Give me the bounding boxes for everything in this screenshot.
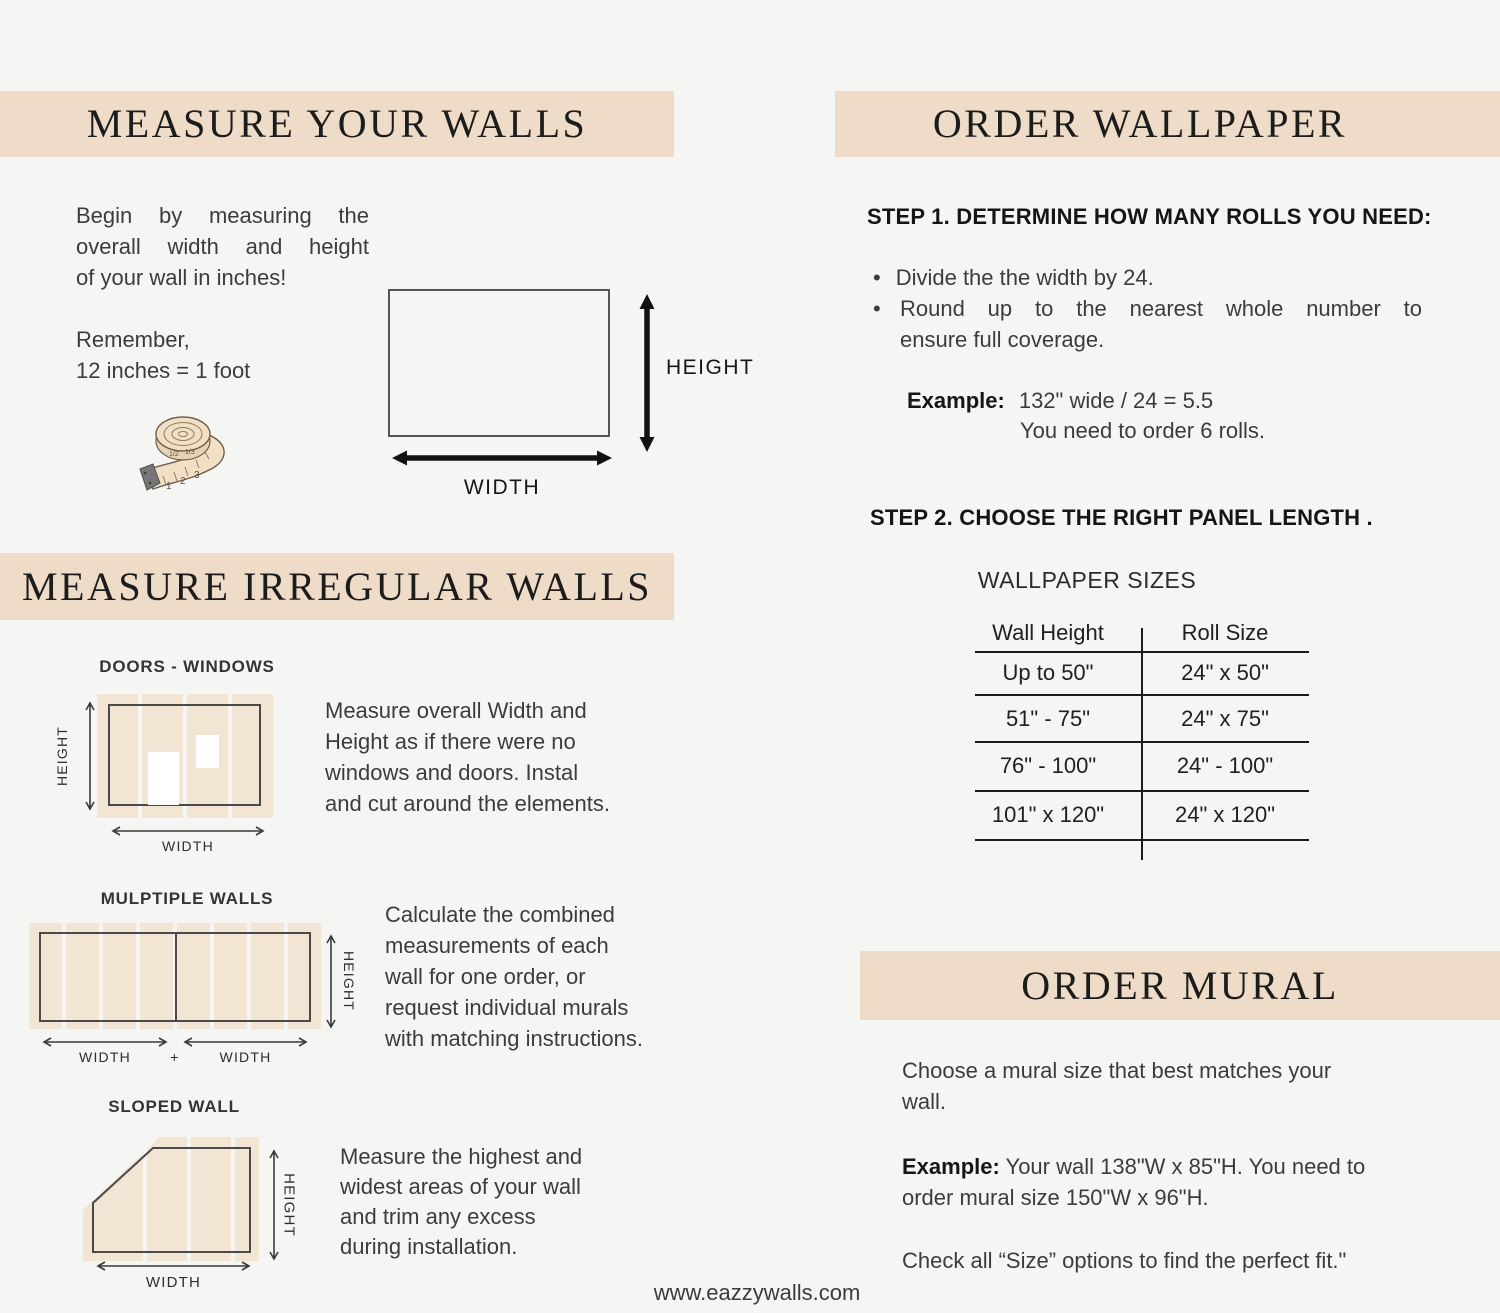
bullet-icon: • — [873, 296, 881, 321]
tape-number: 1 — [166, 481, 172, 492]
doors-windows-label: DOORS - WINDOWS — [99, 657, 275, 676]
sloped-height-arrow-icon — [268, 1149, 280, 1261]
doors-text-line: and cut around the elements. — [325, 791, 610, 816]
mural-example-line2: order mural size 150"W x 96"H. — [902, 1185, 1209, 1210]
wallpaper-sizes-table — [955, 620, 1309, 860]
doors-height-label: HEIGHT — [54, 725, 70, 787]
multiple-height-label: HEIGHT — [341, 950, 357, 1012]
wall-divider — [175, 934, 177, 1020]
mural-example-paragraph — [902, 1151, 1365, 1213]
tape-number: 1/3 — [185, 449, 195, 456]
bullet-icon: • — [873, 265, 881, 290]
intro-line: Begin by measuring the — [76, 203, 369, 228]
mural-check-line: Check all “Size” options to find the perfect fit." — [902, 1248, 1347, 1273]
doors-windows-text — [325, 695, 610, 819]
table-column-divider — [1141, 628, 1143, 860]
sloped-text-line: widest areas of your wall — [340, 1174, 581, 1199]
doors-text-line: Height as if there were no — [325, 729, 576, 754]
table-header-row — [955, 620, 1309, 646]
tape-measure-icon — [133, 406, 243, 502]
wall-rectangle-diagram — [388, 289, 610, 437]
plus-sign: + — [170, 1049, 180, 1065]
wall-height-cell: 101" x 120" — [991, 802, 1105, 827]
tape-number: 2 — [180, 476, 186, 487]
wall-height-cell: 51" - 75" — [1005, 706, 1091, 731]
multiple-walls-label: MULPTIPLE WALLS — [100, 889, 274, 908]
doors-text-line: windows and doors. Instal — [325, 760, 579, 785]
mural-example-rest: Your wall 138"W x 85"H. You need to — [999, 1154, 1366, 1179]
multiple-text-line: with matching instructions. — [385, 1026, 643, 1051]
sloped-height-label: HEIGHT — [280, 1173, 298, 1237]
col-header-wall-height: Wall Height — [992, 620, 1104, 645]
mural-example-label: Example: — [902, 1154, 1000, 1179]
table-row — [955, 802, 1309, 828]
multiple-width-arrow-left-icon — [42, 1036, 168, 1048]
multiple-width-arrow-right-icon — [183, 1036, 308, 1048]
sloped-wall-label: SLOPED WALL — [108, 1097, 240, 1116]
step1-heading: STEP 1. DETERMINE HOW MANY ROLLS YOU NEED: — [867, 204, 1432, 229]
sloped-text-line: and trim any excess — [340, 1204, 536, 1229]
roll-size-cell: 24" x 120" — [1174, 802, 1276, 827]
wall-height-cell: Up to 50" — [1002, 660, 1094, 685]
multiple-height-arrow-icon — [325, 934, 337, 1029]
multiple-walls-outline — [39, 932, 311, 1022]
remember-line: Remember, — [76, 327, 190, 352]
width-arrow-icon — [391, 448, 613, 468]
bullet-row-2 — [873, 293, 1422, 355]
wallpaper-sizes-title: WALLPAPER SIZES — [977, 567, 1197, 593]
door-shape — [148, 752, 179, 805]
example-value: 132" wide / 24 = 5.5 — [1018, 388, 1214, 413]
order-wallpaper-banner — [835, 91, 1500, 157]
measure-irregular-walls-title: MEASURE IRREGULAR WALLS — [21, 564, 653, 609]
multiple-width-label-right: WIDTH — [219, 1049, 272, 1065]
measure-your-walls-banner — [0, 91, 674, 157]
roll-size-cell: 24" x 75" — [1181, 706, 1269, 731]
sloped-wall-diagram — [70, 1135, 270, 1270]
roll-size-cell: 24" x 50" — [1181, 660, 1269, 685]
multiple-walls-text — [385, 899, 643, 1054]
remember-line: 12 inches = 1 foot — [76, 358, 251, 383]
height-arrow-icon — [637, 293, 657, 453]
intro-paragraph — [76, 200, 369, 293]
tape-number: 1/2 — [169, 451, 179, 458]
bullet1-text: Divide the the width by 24. — [895, 265, 1154, 290]
bullet2-line: Round up to the nearest whole number to — [900, 296, 1422, 321]
website-url: www.eazzywalls.com — [653, 1280, 861, 1305]
tape-number: 3 — [194, 470, 200, 481]
intro-line: overall width and height — [76, 234, 369, 259]
multiple-width-label-left: WIDTH — [79, 1049, 131, 1065]
table-row — [955, 753, 1309, 779]
wallpaper-example — [907, 385, 1213, 416]
multiple-text-line: Calculate the combined — [385, 902, 615, 927]
sloped-width-label: WIDTH — [145, 1274, 202, 1291]
measure-irregular-walls-banner — [0, 553, 674, 620]
mural-choose-line: wall. — [902, 1089, 947, 1114]
doors-height-arrow-icon — [84, 701, 96, 811]
roll-size-cell: 24" - 100" — [1176, 753, 1274, 778]
doors-windows-wall-outline — [108, 704, 261, 806]
doors-width-arrow-icon — [111, 825, 265, 837]
width-label: WIDTH — [463, 476, 541, 499]
window-shape — [196, 735, 219, 768]
example-label: Example: — [907, 388, 1005, 413]
multiple-text-line: measurements of each — [385, 933, 609, 958]
table-row — [955, 706, 1309, 732]
order-mural-title: ORDER MURAL — [1021, 963, 1339, 1008]
remember-paragraph — [76, 324, 369, 386]
multiple-text-line: wall for one order, or — [385, 964, 586, 989]
order-mural-banner — [860, 951, 1500, 1020]
bullet-row-1 — [873, 262, 1154, 293]
mural-choose-paragraph — [902, 1055, 1331, 1117]
wall-height-cell: 76" - 100" — [999, 753, 1097, 778]
sloped-text-line: Measure the highest and — [340, 1144, 583, 1169]
sloped-text-line: during installation. — [340, 1234, 518, 1259]
doors-text-line: Measure overall Width and — [325, 698, 587, 723]
table-row — [955, 660, 1309, 686]
sloped-width-arrow-icon — [96, 1260, 251, 1272]
doors-width-label: WIDTH — [162, 838, 214, 854]
bullet2-line: ensure full coverage. — [900, 327, 1105, 352]
col-header-roll-size: Roll Size — [1181, 620, 1269, 645]
height-label: HEIGHT — [666, 356, 755, 379]
order-wallpaper-title: ORDER WALLPAPER — [932, 101, 1348, 146]
sloped-wall-text — [340, 1142, 582, 1262]
multiple-text-line: request individual murals — [385, 995, 629, 1020]
measure-your-walls-title: MEASURE YOUR WALLS — [86, 101, 588, 146]
mural-choose-line: Choose a mural size that best matches your — [902, 1058, 1332, 1083]
example-line2: You need to order 6 rolls. — [1020, 418, 1266, 443]
intro-line: of your wall in inches! — [76, 265, 287, 290]
step2-heading: STEP 2. CHOOSE THE RIGHT PANEL LENGTH . — [870, 505, 1373, 530]
